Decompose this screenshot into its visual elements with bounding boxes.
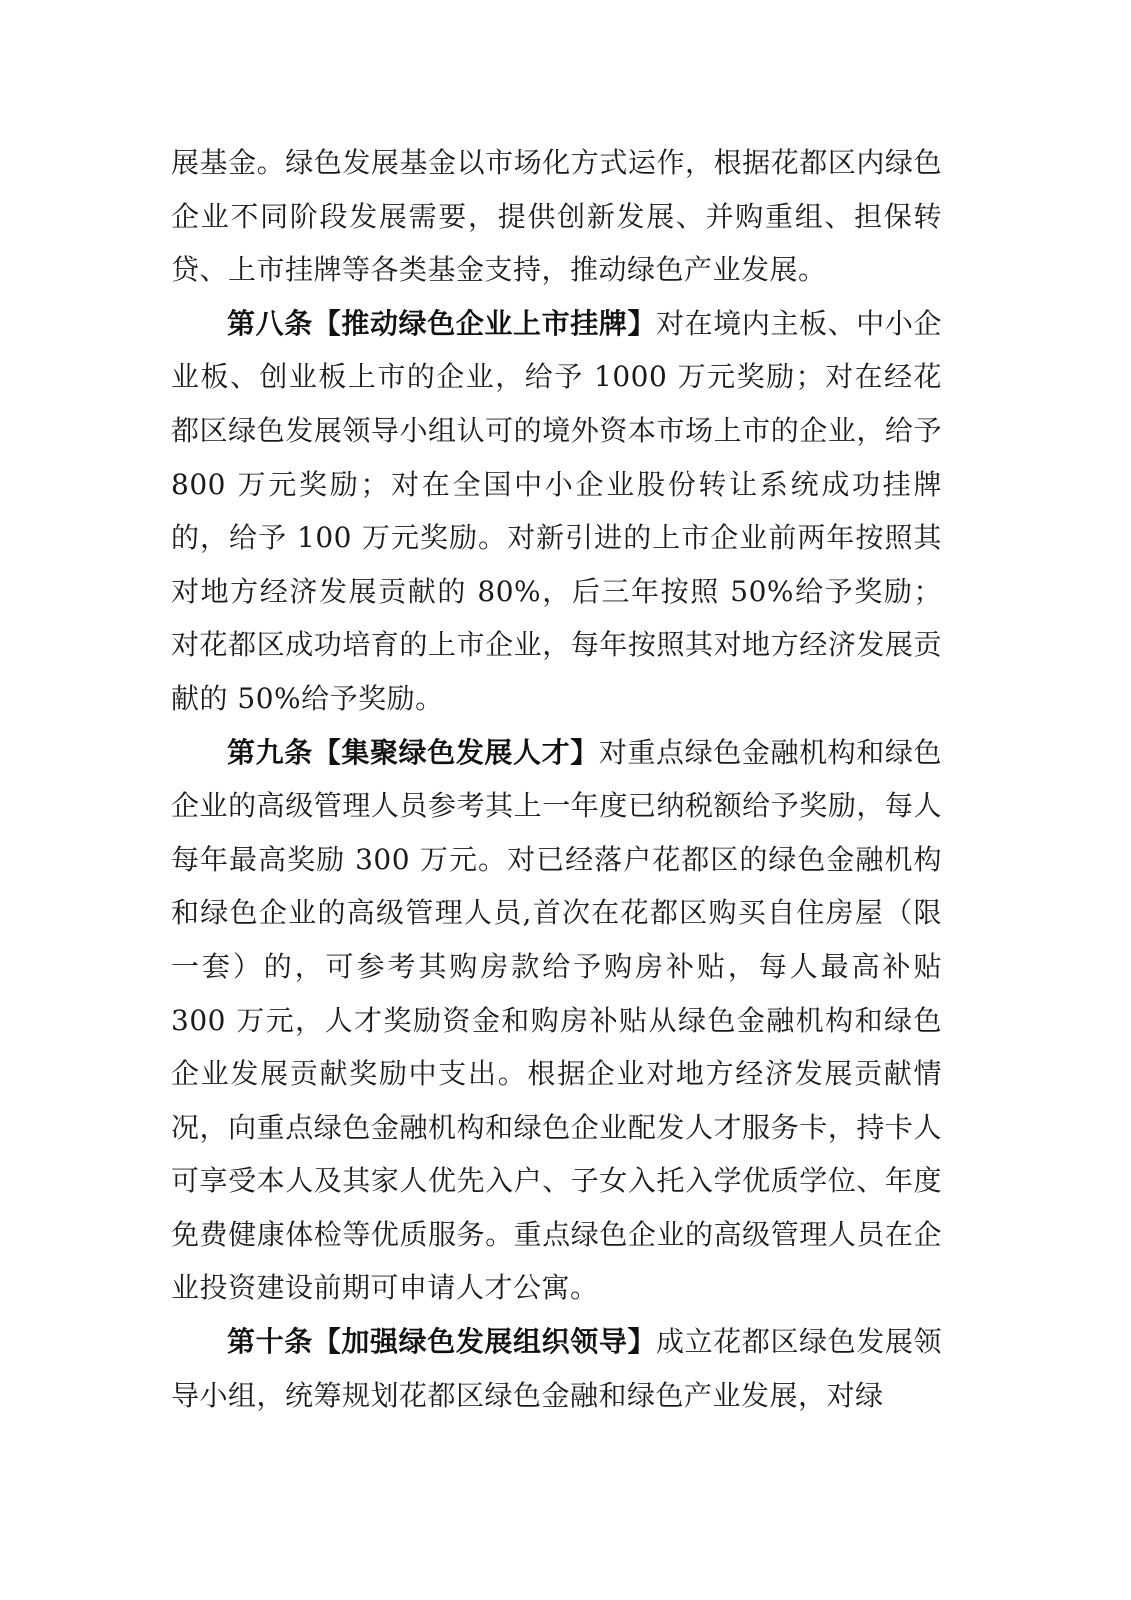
paragraph-fund-continuation [171,136,942,297]
article-8-heading: 第八条【推动绿色企业上市挂牌】 [227,306,657,340]
paragraph-article-10 [171,1315,942,1422]
article-10-text: 成立花都区绿色发展领导小组，统筹规划花都区绿色金融和绿色产业发展，对绿 [171,1325,942,1412]
paragraph-text: 展基金。绿色发展基金以市场化方式运作，根据花都区内绿色企业不同阶段发展需要，提供创新发展、并购重组、担保转贷、上市挂牌等各类基金支持，推动绿色产业发展。 [171,146,942,287]
article-8-text: 对在境内主板、中小企业板、创业板上市的企业，给予 1000 万元奖励；对在经花都区绿色发展领导小组认可的境外资本市场上市的企业，给予 800 万元奖励；对在全国中小企业股份转让系统成功挂牌的，给予 100 万元奖励。对新引进的上市企业前两年按照其对地方经济发展贡献的 80%，后三年按照 50%给予奖励；对花都区成功培育的上市企业，每年按照其对地方经济发展贡献的 50%给予奖励。 [171,306,942,715]
article-9-text: 对重点绿色金融机构和绿色企业的高级管理人员参考其上一年度已纳税额给予奖励，每人每年最高奖励 300 万元。对已经落户花都区的绿色金融机构和绿色企业的高级管理人员,首次在花都区购买自住房屋（限一套）的，可参考其购房款给予购房补贴，每人最高补贴 300 万元，人才奖励资金和购房补贴从绿色金融机构和绿色企业发展贡献奖励中支出。根据企业对地方经济发展贡献情况，向重点绿色金融机构和绿色企业配发人才服务卡，持卡人可享受本人及其家人优先入户、子女入托入学优质学位、年度免费健康体检等优质服务。重点绿色企业的高级管理人员在企业投资建设前期可申请人才公寓。 [171,735,942,1305]
article-9-heading: 第九条【集聚绿色发展人才】 [227,735,599,769]
paragraph-article-9 [171,726,942,1316]
document-body [171,136,942,1422]
article-10-heading: 第十条【加强绿色发展组织领导】 [227,1325,657,1359]
paragraph-article-8 [171,297,942,726]
